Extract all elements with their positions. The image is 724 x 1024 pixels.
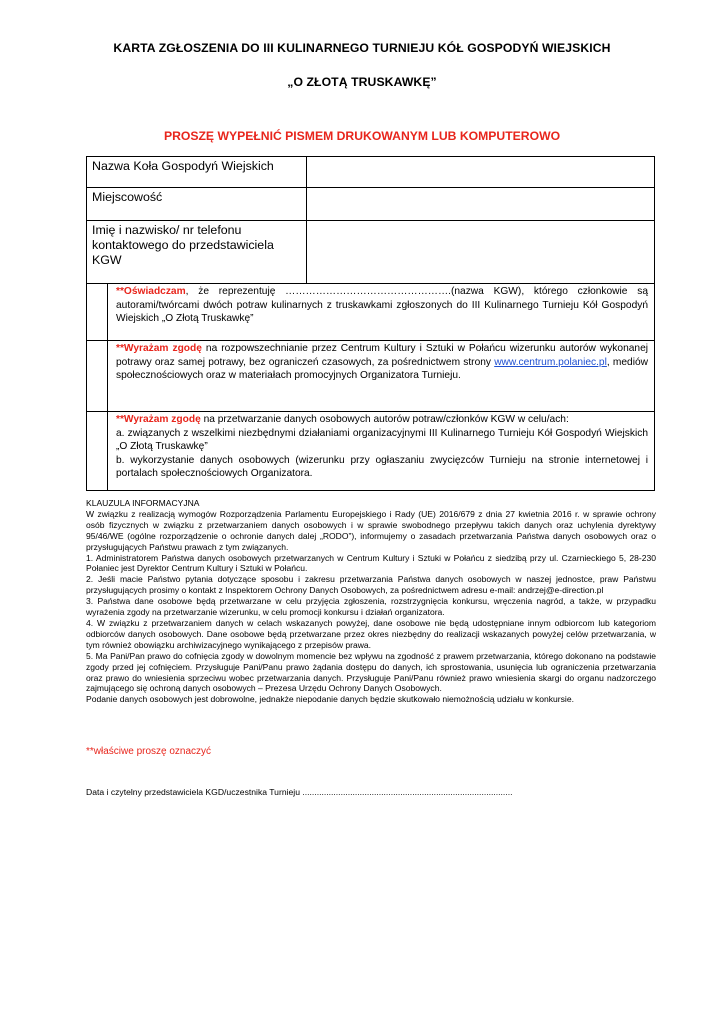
information-clause (86, 498, 656, 705)
registration-table (86, 156, 655, 284)
marking-note: **właściwe proszę oznaczyć (86, 746, 212, 757)
consent-text-declaration: **Oświadczam, że reprezentuję ………………………………………….(nazwa KGW), którego członkowie są autorami/twórcami dwóch potraw kulinarnych z truskawkami zgłoszonych do III Kulinarnego Turnieju Kół Gospodyń Wiejskich „O Złotą Truskawkę” (108, 284, 655, 341)
field-input-locality[interactable] (307, 188, 655, 221)
clause-intro: W związku z realizacją wymogów Rozporządzenia Parlamentu Europejskiego i Rady (UE) 2016/679 z dnia 27 kwietnia 2016 r. w sprawie ochrony osób fizycznych w związku z przetwarzaniem danych osobowych i w sprawie swobodnego przepływu takich danych oraz uchylenia dyrektywy 95/46/WE (ogólne rozporządzenie o ochronie danych dalej „RODO”), informujemy o zasadach przetwarzania Państwa danych osobowych oraz o przysługujących Państwu prawach z tym związanych. (86, 508, 656, 552)
consent-item-b: b. wykorzystanie danych osobowych (wizerunku przy ogłaszaniu zwycięzców Turnieju na stronie internetowej i portalach społecznościowych Organizatora. (116, 454, 648, 480)
form-subtitle: „O ZŁOTĄ TRUSKAWKĘ” (287, 75, 437, 89)
website-link[interactable]: www.centrum.polaniec.pl (494, 356, 607, 368)
clause-point-5: 5. Ma Pani/Pan prawo do cofnięcia zgody w dowolnym momencie bez wpływu na zgodność z prawem przetwarzania, którego dokonano na podstawie zgody przed jej cofnięciem. Przysługuje Pani/Panu prawo żądania dostępu do danych, ich sprostowania, usunięcia lub ograniczenia przetwarzania oraz prawo do wniesienia sprzeciwu wobec przetwarzania danych. Przysługuje Pani/Panu również prawo wniesienia skargi do organu nadzorczego zajmującego się ochroną danych osobowych – Prezesa Urzędu Ochrony Danych Osobowych. (86, 650, 656, 694)
consents-table (86, 283, 655, 491)
field-label-representative: Imię i nazwisko/ nr telefonu kontaktowego do przedstawiciela KGW (87, 221, 307, 284)
field-label-kgw-name: Nazwa Koła Gospodyń Wiejskich (87, 157, 307, 188)
field-row-locality (87, 188, 655, 221)
consent-checkbox-data[interactable] (87, 412, 108, 491)
clause-heading: KLAUZULA INFORMACYJNA (86, 498, 200, 508)
clause-point-2: 2. Jeśli macie Państwo pytania dotyczące sposobu i zakresu przetwarzania Państwa danych osobowych w naszej jednostce, praw Państwu przysługujących prosimy o kontakt z Inspektorem Ochrony Danych Osobowych, za pośrednictwem adresu e-mail: andrzej@e-direction.pl (86, 574, 656, 596)
fill-instruction: PROSZĘ WYPEŁNIĆ PISMEM DRUKOWANYM LUB KOMPUTEROWO (163, 129, 561, 143)
consent-item-a: a. związanych z wszelkimi niezbędnymi działaniami organizacyjnymi III Kulinarnego Turnieju Kół Gospodyń Wiejskich „O Złotą Truskawkę” (116, 427, 648, 453)
consent-row-declaration (87, 284, 655, 341)
clause-point-1: 1. Administratorem Państwa danych osobowych przetwarzanych w Centrum Kultury i Sztuki w Połańcu z siedzibą przy ul. Czarnieckiego 5, 28-230 Połaniec jest Dyrektor Centrum Kultury i Sztuki w Połańcu. (86, 552, 656, 574)
consent-mark: **Oświadczam (116, 286, 186, 297)
consent-row-image (87, 341, 655, 412)
field-row-kgw-name (87, 157, 655, 188)
signature-line[interactable]: Data i czytelny przedstawiciela KGD/uczestnika Turnieju ........................................................................................ (86, 787, 513, 797)
consent-text-image: **Wyrażam zgodę na rozpowszechnianie przez Centrum Kultury i Sztuki w Połańcu wizerunku autorów wykonanej potrawy oraz samej potrawy, bez ograniczeń czasowych, za pośrednictwem strony www.centrum.polaniec.pl, mediów społecznościowych oraz w materiałach promocyjnych Organizatora Turnieju. (108, 341, 655, 412)
consent-mark: **Wyrażam zgodę (116, 414, 201, 425)
clause-final: Podanie danych osobowych jest dobrowolne, jednakże niepodanie danych będzie skutkowało niemożnością udziału w konkursie. (86, 694, 574, 705)
consent-checkbox-image[interactable] (87, 341, 108, 412)
consent-row-data (87, 412, 655, 491)
form-title: KARTA ZGŁOSZENIA DO III KULINARNEGO TURNIEJU KÓŁ GOSPODYŃ WIEJSKICH (113, 41, 611, 55)
consent-mark: **Wyrażam zgodę (116, 343, 202, 354)
clause-point-3: 3. Państwa dane osobowe będą przetwarzane w celu przyjęcia zgłoszenia, rozstrzygnięcia konkursu, wręczenia nagród, a także, w przypadku wyrażenia zgody na przetwarzanie wizerunku, w celu promocji konkursu i działań organizatora. (86, 596, 656, 618)
field-row-representative (87, 221, 655, 284)
consent-text-data: **Wyrażam zgodę na przetwarzanie danych osobowych autorów potraw/członków KGW w celu/ach: a. związanych z wszelkimi niezbędnymi działaniami organizacyjnymi III Kulinarnego Turnieju Kół Gospodyń Wiejskich „O Złotą Truskawkę” b. wykorzystanie danych osobowych (wizerunku przy ogłaszaniu zwycięzców Turnieju na stronie internetowej i portalach społecznościowych Organizatora. (108, 412, 655, 491)
clause-point-4: 4. W związku z przetwarzaniem danych w celach wskazanych powyżej, dane osobowe nie będą udostępniane innym odbiorcom lub kategoriom odbiorców danych osobowych. Dane osobowe będą przetwarzane przez okres niezbędny do realizacji wskazanych powyżej celów przetwarzania, w tym również obowiązku archiwizacyjnego wynikającego z przepisów prawa. (86, 617, 656, 650)
field-input-kgw-name[interactable] (307, 157, 655, 188)
consent-checkbox-declaration[interactable] (87, 284, 108, 341)
field-label-locality: Miejscowość (87, 188, 307, 221)
field-input-representative[interactable] (307, 221, 655, 284)
